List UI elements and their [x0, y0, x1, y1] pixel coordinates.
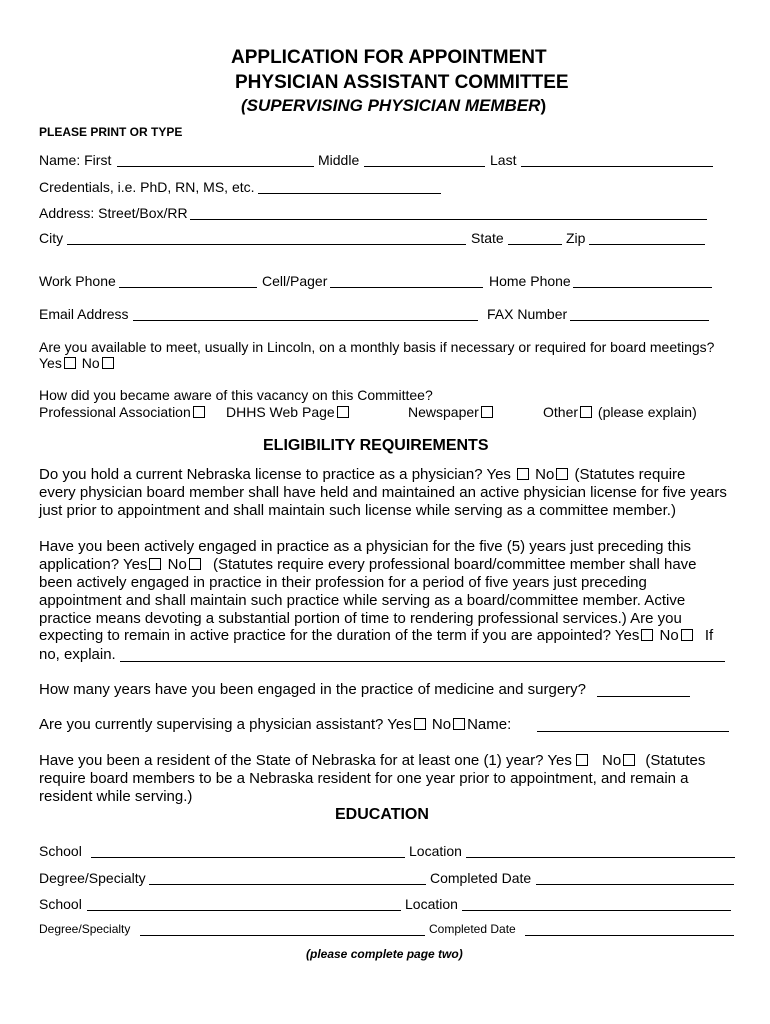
practice-question-line6 [39, 627, 713, 644]
middle-name-label: Middle [318, 152, 360, 168]
newspaper-checkbox[interactable] [481, 406, 493, 418]
professional-association-option [39, 404, 207, 420]
last-name-label: Last [490, 152, 517, 168]
availability-options [39, 355, 116, 371]
practice-question-line2 [39, 556, 697, 573]
home-phone-field[interactable] [573, 287, 712, 288]
location-2-field[interactable] [462, 910, 731, 911]
completed-date-2-label: Completed Date [429, 922, 516, 936]
remain-active-yes-checkbox[interactable] [641, 629, 653, 641]
please-explain-label: (please explain) [597, 404, 697, 420]
location-2-label: Location [405, 896, 458, 912]
last-name-field[interactable] [521, 166, 713, 167]
license-statute-text: (Statutes require [574, 466, 686, 483]
availability-question: Are you available to meet, usually in Lincoln, on a monthly basis if necessary or required for board meetings? [39, 339, 715, 355]
zip-field[interactable] [589, 244, 705, 245]
email-label: Email Address [39, 306, 129, 322]
availability-no-checkbox[interactable] [102, 357, 114, 369]
school-2-label: School [39, 896, 82, 912]
years-practice-question: How many years have you been engaged in the practice of medicine and surgery? [39, 681, 586, 698]
eligibility-heading: ELIGIBILITY REQUIREMENTS [263, 437, 489, 454]
residency-no-checkbox[interactable] [623, 754, 635, 766]
city-field[interactable] [67, 244, 466, 245]
supervising-question-text: Are you currently supervising a physician assistant? Yes [39, 716, 412, 733]
form-title-line1: APPLICATION FOR APPOINTMENT [231, 47, 547, 68]
degree-2-field[interactable] [140, 935, 425, 936]
residency-question [39, 752, 705, 769]
degree-1-label: Degree/Specialty [39, 870, 146, 886]
residency-statute-line3: resident while serving.) [39, 788, 193, 805]
newspaper-option [408, 404, 495, 420]
availability-yes-label: Yes [39, 355, 62, 371]
degree-1-field[interactable] [149, 884, 426, 885]
remain-active-no-checkbox[interactable] [681, 629, 693, 641]
other-checkbox[interactable] [580, 406, 592, 418]
remain-active-no-label: No [659, 627, 679, 644]
education-heading: EDUCATION [335, 806, 429, 823]
credentials-field[interactable] [258, 193, 441, 194]
address-label: Address: Street/Box/RR [39, 205, 188, 221]
license-no-label: No [535, 466, 555, 483]
zip-label: Zip [566, 230, 586, 246]
school-1-label: School [39, 843, 82, 859]
vacancy-question: How did you became aware of this vacancy on this Committee? [39, 387, 433, 403]
license-question [39, 466, 685, 483]
license-yes-checkbox[interactable] [517, 468, 529, 480]
school-1-field[interactable] [91, 857, 405, 858]
license-statute-line3: just prior to appointment and shall maintain such license while serving as a committee member.) [39, 502, 676, 519]
practice-yes-checkbox[interactable] [149, 558, 161, 570]
supervising-name-field[interactable] [537, 731, 729, 732]
middle-name-field[interactable] [364, 166, 485, 167]
professional-association-checkbox[interactable] [193, 406, 205, 418]
name-first-label: Name: First [39, 152, 112, 168]
work-phone-label: Work Phone [39, 273, 116, 289]
credentials-label: Credentials, i.e. PhD, RN, MS, etc. [39, 179, 255, 195]
state-field[interactable] [508, 244, 562, 245]
city-label: City [39, 230, 64, 246]
first-name-field[interactable] [117, 166, 314, 167]
years-practice-field[interactable] [597, 696, 690, 697]
explain-label: no, explain. [39, 646, 116, 663]
explain-field[interactable] [120, 661, 725, 662]
availability-no-label: No [81, 355, 100, 371]
fax-field[interactable] [570, 320, 709, 321]
other-label: Other [543, 404, 579, 420]
supervising-no-label: No [431, 716, 452, 733]
supervising-no-checkbox[interactable] [453, 718, 465, 730]
cell-pager-label: Cell/Pager [262, 273, 328, 289]
residency-question-text: Have you been a resident of the State of Nebraska for at least one (1) year? Yes [39, 752, 572, 769]
completed-date-1-field[interactable] [536, 884, 734, 885]
supervising-yes-checkbox[interactable] [414, 718, 426, 730]
remain-active-text: expecting to remain in active practice for the duration of the term if you are appointed? Yes [39, 627, 640, 644]
residency-statute-text: (Statutes [645, 752, 706, 769]
home-phone-label: Home Phone [489, 273, 571, 289]
state-label: State [471, 230, 504, 246]
remain-active-if-text: If [704, 627, 714, 644]
other-option [543, 404, 697, 420]
practice-yes-label: application? Yes [39, 556, 148, 573]
practice-no-label: No [167, 556, 187, 573]
fax-label: FAX Number [487, 306, 568, 322]
completed-date-1-label: Completed Date [430, 870, 532, 886]
cell-pager-field[interactable] [330, 287, 483, 288]
license-statute-line2: every physician board member shall have held and maintained an active physician license for five years [39, 484, 727, 501]
residency-statute-line2: require board members to be a Nebraska resident for one year prior to appointment, and remain a [39, 770, 689, 787]
work-phone-field[interactable] [119, 287, 257, 288]
practice-statute-text: (Statutes require every professional board/committee member shall have [212, 556, 697, 573]
practice-question-line1: Have you been actively engaged in practice as a physician for the five (5) years just preceding this [39, 538, 692, 555]
professional-association-label: Professional Association [39, 404, 191, 420]
page-two-note: (please complete page two) [306, 947, 463, 961]
email-field[interactable] [133, 320, 478, 321]
dhhs-web-page-label: DHHS Web Page [226, 404, 335, 420]
supervising-name-label: Name: [467, 716, 512, 733]
print-instruction: PLEASE PRINT OR TYPE [39, 125, 183, 139]
dhhs-web-page-checkbox[interactable] [337, 406, 349, 418]
completed-date-2-field[interactable] [525, 935, 734, 936]
residency-no-label: No [602, 752, 622, 769]
license-no-checkbox[interactable] [556, 468, 568, 480]
address-field[interactable] [190, 219, 707, 220]
dhhs-web-page-option [226, 404, 351, 420]
supervising-question [39, 716, 511, 733]
location-1-field[interactable] [466, 857, 735, 858]
practice-no-checkbox[interactable] [189, 558, 201, 570]
availability-yes-checkbox[interactable] [64, 357, 76, 369]
newspaper-label: Newspaper [408, 404, 479, 420]
practice-question-line5: practice means devoting a substantial portion of time to rendering professional services.) Are you [39, 610, 682, 627]
degree-2-label: Degree/Specialty [39, 922, 131, 936]
location-1-label: Location [409, 843, 462, 859]
license-question-text: Do you hold a current Nebraska license to practice as a physician? Yes [39, 466, 511, 483]
residency-yes-checkbox[interactable] [576, 754, 588, 766]
practice-question-line4: appointment and shall maintain such practice while serving as a board/committee member. Active [39, 592, 686, 609]
practice-question-line3: been actively engaged in practice in their profession for a period of five years just preceding [39, 574, 647, 591]
form-title-line2: PHYSICIAN ASSISTANT COMMITTEE [235, 72, 569, 93]
school-2-field[interactable] [87, 910, 401, 911]
form-subtitle: (SUPERVISING PHYSICIAN MEMBER) [241, 96, 547, 115]
